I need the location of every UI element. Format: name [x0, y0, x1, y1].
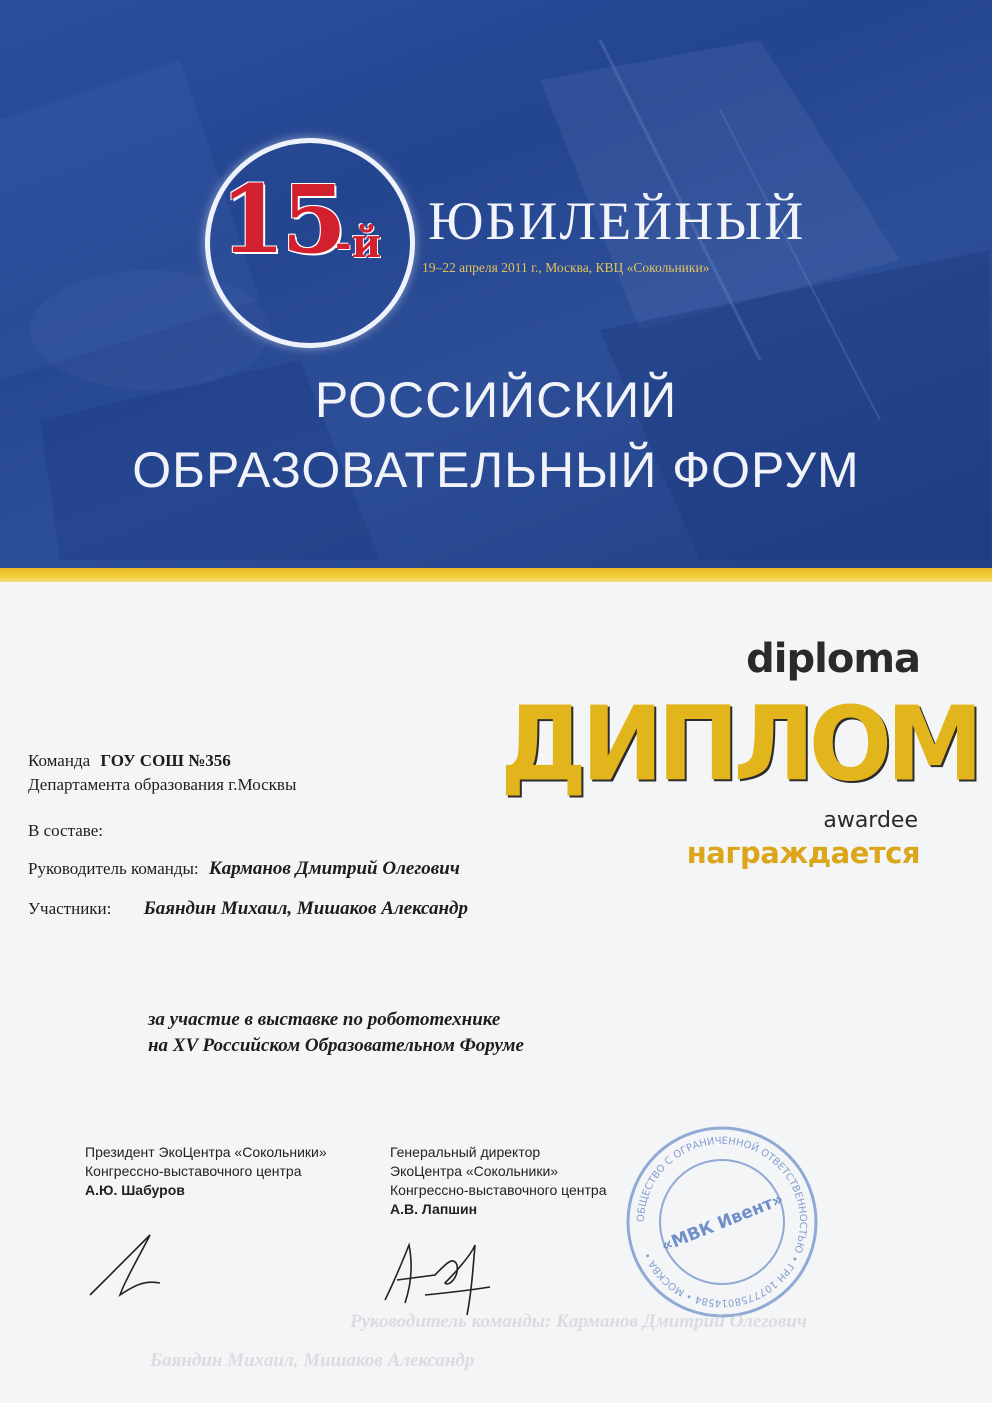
- signatory-right-name: А.В. Лапшин: [390, 1201, 478, 1217]
- forum-title-line-2: ОБРАЗОВАТЕЛЬНЫЙ ФОРУМ: [132, 442, 860, 498]
- signatory-right: [390, 1143, 606, 1219]
- signatory-right-title: Генеральный директор: [390, 1144, 541, 1160]
- signature-right-scribble: [375, 1225, 505, 1320]
- anniversary-suffix: -й: [335, 220, 382, 267]
- show-through-line-2: Баяндин Михаил, Мишаков Александр: [150, 1350, 475, 1371]
- leader-line: [28, 858, 460, 880]
- team-line: [28, 751, 231, 771]
- members-label: Участники:: [28, 899, 112, 918]
- composition-label: В составе:: [28, 821, 103, 840]
- jubilee-heading: ЮБИЛЕЙНЫЙ: [428, 191, 806, 251]
- signatory-left-org: Конгрессно-выставочного центра: [85, 1163, 302, 1179]
- stamp-ring-text: ОБЩЕСТВО С ОГРАНИЧЕННОЙ ОТВЕТСТВЕННОСТЬЮ • ГРН 1077758014584 • МОСКВА •: [635, 1135, 809, 1309]
- team-label: Команда: [28, 751, 91, 770]
- signatory-right-org-2: Конгрессно-выставочного центра: [390, 1182, 607, 1198]
- signatory-right-org: ЭкоЦентра «Сокольники»: [390, 1163, 559, 1179]
- members-line: [28, 898, 468, 920]
- stamp-center-text: «МВК Ивент»: [658, 1189, 787, 1257]
- company-stamp: [622, 1122, 822, 1322]
- department-line: Департамента образования г.Москвы: [28, 775, 297, 794]
- forum-title-line-1: РОССИЙСКИЙ: [314, 372, 678, 428]
- signatory-left: [85, 1143, 327, 1200]
- signatory-left-name: А.Ю. Шабуров: [85, 1182, 185, 1198]
- show-through-line-1: Руководитель команды: Карманов Дмитрий Олегович: [350, 1311, 807, 1332]
- diploma-ru-heading: ДИПЛОМ: [500, 685, 978, 805]
- awardee-ru-label: награждается: [686, 836, 920, 870]
- awardee-en-label: awardee: [823, 808, 918, 833]
- leader-name: Карманов Дмитрий Олегович: [208, 858, 460, 879]
- anniversary-number: 15: [220, 165, 343, 275]
- leader-label: Руководитель команды:: [28, 859, 199, 878]
- signature-left-scribble: [80, 1225, 170, 1305]
- team-name: ГОУ СОШ №356: [100, 751, 231, 770]
- header-band: [0, 0, 992, 572]
- forum-title: [0, 365, 992, 505]
- award-reason-line-2: на XV Российском Образовательном Форуме: [148, 1035, 524, 1056]
- yellow-divider-strip: [0, 568, 992, 582]
- diploma-en-label: diploma: [746, 636, 920, 682]
- award-reason-line-1: за участие в выставке по робототехнике: [148, 1009, 501, 1030]
- signatory-left-title: Президент ЭкоЦентра «Сокольники»: [85, 1144, 327, 1160]
- members-names: Баяндин Михаил, Мишаков Александр: [143, 898, 468, 919]
- event-dates: 19–22 апреля 2011 г., Москва, КВЦ «Сокольники»: [422, 260, 710, 275]
